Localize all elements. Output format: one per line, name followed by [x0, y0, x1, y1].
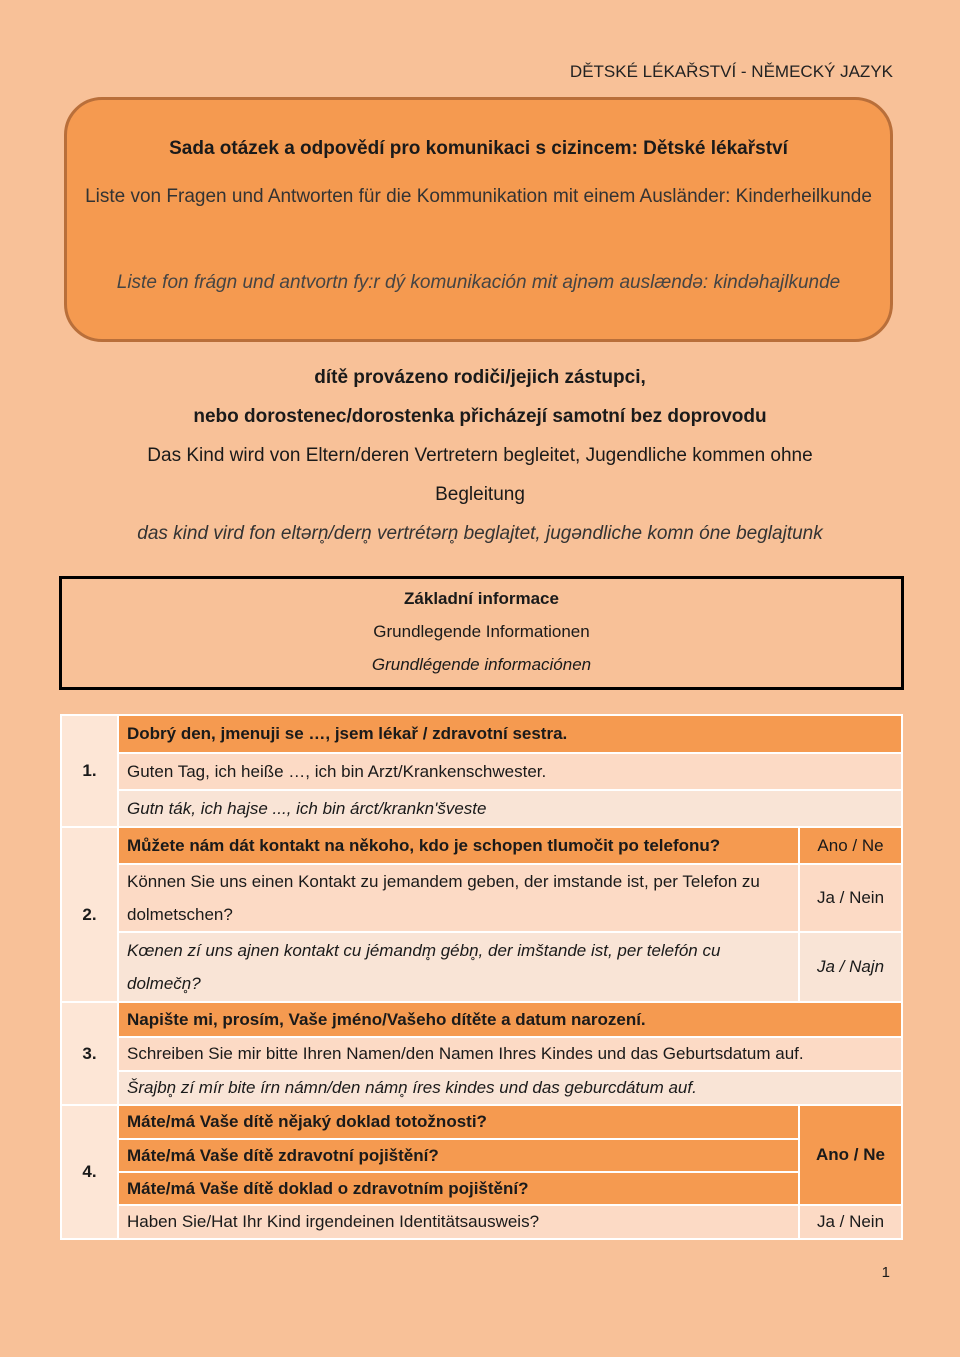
question-4-german-answer: Ja / Nein	[799, 1205, 902, 1239]
question-4-czech-3: Máte/má Vaše dítě doklad o zdravotním pojištění?	[118, 1172, 799, 1205]
question-4-czech-row-3	[61, 1172, 902, 1205]
question-2-czech-answer: Ano / Ne	[799, 827, 902, 864]
question-4-german-row	[61, 1205, 902, 1239]
question-1-czech: Dobrý den, jmenuji se …, jsem lékař / zdravotní sestra.	[118, 715, 902, 753]
question-table	[60, 714, 903, 1240]
basic-info-box	[59, 576, 904, 690]
question-3-phonetic: Šrajbn̥ zí mír bite írn námn/den námn̥ íres kindes und das geburcdátum auf.	[118, 1071, 902, 1105]
question-3-german-row	[61, 1037, 902, 1071]
question-2-german-answer: Ja / Nein	[799, 864, 902, 932]
question-4-czech-row-1	[61, 1105, 902, 1139]
question-2-phonetic-row	[61, 932, 902, 1002]
question-number: 4.	[61, 1105, 118, 1239]
question-3-czech: Napište mi, prosím, Vaše jméno/Vašeho dítěte a datum narození.	[118, 1002, 902, 1037]
question-1-phonetic: Gutn ták, ich hajse ..., ich bin árct/krankn'šveste	[118, 790, 902, 827]
title-phonetic: Liste fon frágn und antvortn fy:r dý komunikación mit ajnəm auslændə: kindəhajlkunde	[116, 272, 841, 293]
question-1-czech-row	[61, 715, 902, 753]
document-header-title: DĚTSKÉ LÉKAŘSTVÍ - NĚMECKÝ JAZYK	[569, 62, 893, 81]
title-box	[64, 97, 893, 342]
question-3-czech-row	[61, 1002, 902, 1037]
intro-phonetic: das kind vird fon eltərn̥/dern̥ vertrétərn̥ beglajtet, jugəndliche komn óne beglajtunk	[137, 523, 823, 544]
title-czech: Sada otázek a odpovědí pro komunikaci s cizincem: Dětské lékařství	[169, 138, 788, 159]
info-phonetic: Grundlégende informaciónen	[371, 655, 592, 674]
question-2-phonetic: Kœnen zí uns ajnen kontakt cu jémandm̥ gébn̥, der imštande ist, per telefón cu dolmečn̥?	[118, 932, 799, 1002]
intro-czech-line2: nebo dorostenec/dorostenka přicházejí samotní bez doprovodu	[193, 406, 767, 427]
question-4-czech-row-2	[61, 1139, 902, 1172]
question-1-german-row	[61, 753, 902, 790]
title-german: Liste von Fragen und Antworten für die Kommunikation mit einem Ausländer: Kinderheilkunde	[85, 186, 872, 207]
question-3-phonetic-row	[61, 1071, 902, 1105]
question-2-german: Können Sie uns einen Kontakt zu jemandem geben, der imstande ist, per Telefon zu dolmetschen?	[118, 864, 799, 932]
question-4-czech-2: Máte/má Vaše dítě zdravotní pojištění?	[118, 1139, 799, 1172]
page-number: 1	[881, 1264, 890, 1281]
intro-german-line2: Begleitung	[435, 484, 525, 505]
question-1-phonetic-row	[61, 790, 902, 827]
question-2-czech: Můžete nám dát kontakt na někoho, kdo je schopen tlumočit po telefonu?	[118, 827, 799, 864]
intro-czech-line1: dítě provázeno rodiči/jejich zástupci,	[314, 367, 646, 388]
intro-german-line1: Das Kind wird von Eltern/deren Vertretern begleitet, Jugendliche kommen ohne	[147, 445, 813, 466]
question-4-german: Haben Sie/Hat Ihr Kind irgendeinen Identitätsausweis?	[118, 1205, 799, 1239]
question-number: 1.	[61, 715, 118, 827]
question-number: 2.	[61, 827, 118, 1002]
question-1-german: Guten Tag, ich heiße …, ich bin Arzt/Krankenschwester.	[118, 753, 902, 790]
question-number: 3.	[61, 1002, 118, 1105]
question-3-german: Schreiben Sie mir bitte Ihren Namen/den Namen Ihres Kindes und das Geburtsdatum auf.	[118, 1037, 902, 1071]
question-2-german-row	[61, 864, 902, 932]
question-2-czech-row	[61, 827, 902, 864]
info-czech: Základní informace	[404, 589, 559, 608]
question-2-phonetic-answer: Ja / Najn	[799, 932, 902, 1002]
info-german: Grundlegende Informationen	[373, 622, 590, 641]
question-4-czech-answer: Ano / Ne	[799, 1105, 902, 1205]
question-4-czech-1: Máte/má Vaše dítě nějaký doklad totožnosti?	[118, 1105, 799, 1139]
